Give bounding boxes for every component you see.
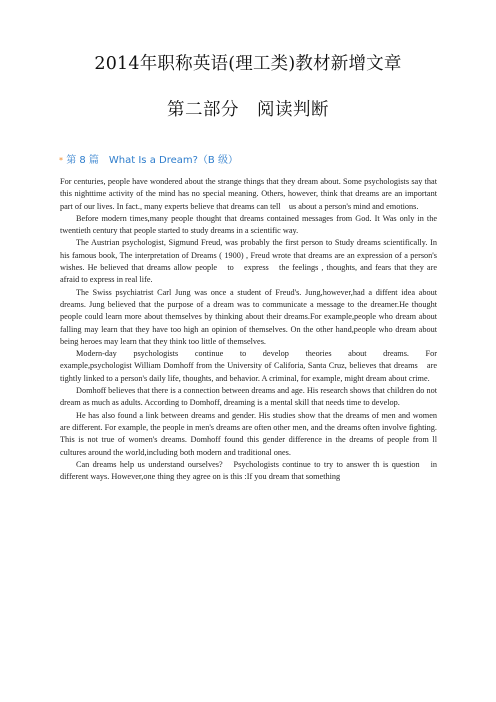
- paragraph: The Swiss psychiatrist Carl Jung was once a student of Freud's. Jung,however,had a diffent idea about dreams. Jung believed that the purpose of a dream was to communicate a message to the dreamer.He thought people could learn more about themselves by thinking about their dreams.For example,people who dream about falling may learn that they have too high an opinion of themselves. On the other hand,people who dream about being heroes may learn that they think too little of themselves.: [60, 287, 437, 346]
- document-title: 2014年职称英语(理工类)教材新增文章: [94, 54, 402, 74]
- paragraph: Modern-day psychologists continue to develop theories about dreams. For example,psychologist William Domhoff from the University of Califoria, Santa Cruz, believes that dreams are tightly linked to a person's daily life, thoughts, and behavior. A criminal, for example, might dream about crime.: [60, 349, 437, 383]
- paragraph: Can dreams help us understand ourselves? Psychologists continue to try to answer th is question in different ways. However,one thing they agree on is this :If you dream that something: [60, 459, 437, 482]
- article-subheading: [59, 151, 238, 166]
- article-label: 第 8 篇 What Is a Dream?（B 级）: [66, 155, 238, 166]
- article-body: [60, 176, 437, 483]
- paragraph: Domhoff believes that there is a connection between dreams and age. His research shows that children do not dream as much as adults. According to Domhoff, dreaming is a mental skill that needs time to develop.: [60, 386, 437, 408]
- section-title: 第二部分 阅读判断: [167, 100, 329, 120]
- paragraph: The Austrian psychologist, Sigmund Freud, was probably the first person to Study dreams scientifically. In his famous book, The interpretation of Dreams ( 1900) , Freud wrote that dreams are an expression of a person's wishes. He believed that dreams allow people to express the feelings , thoughts, and fears that they are afraid to express in real life.: [60, 238, 437, 285]
- paragraph: He has also found a link between dreams and gender. His studies show that the dreams of men and women are different. For example, the people in men's dreams are often other men, and the dreams often involve fighting. This is not true of women's dreams. Domhoff found this gender difference in the dreams of people from ll cultures around the world,including both modern and traditional ones.: [60, 410, 437, 457]
- star-icon: *: [59, 156, 63, 165]
- paragraph: Before modern times,many people thought that dreams contained messages from God. It Was only in the twentieth century that people started to study dreams in a scientific way.: [60, 213, 437, 236]
- paragraph: For centuries, people have wondered about the strange things that they dream about. Some psychologists say that this nighttime activity of the mind has no special meaning. Others, however, think that dreams are an important part of our lives. In fact., many experts believe that dreams can tell us about a person's mind and emotions.: [60, 177, 437, 211]
